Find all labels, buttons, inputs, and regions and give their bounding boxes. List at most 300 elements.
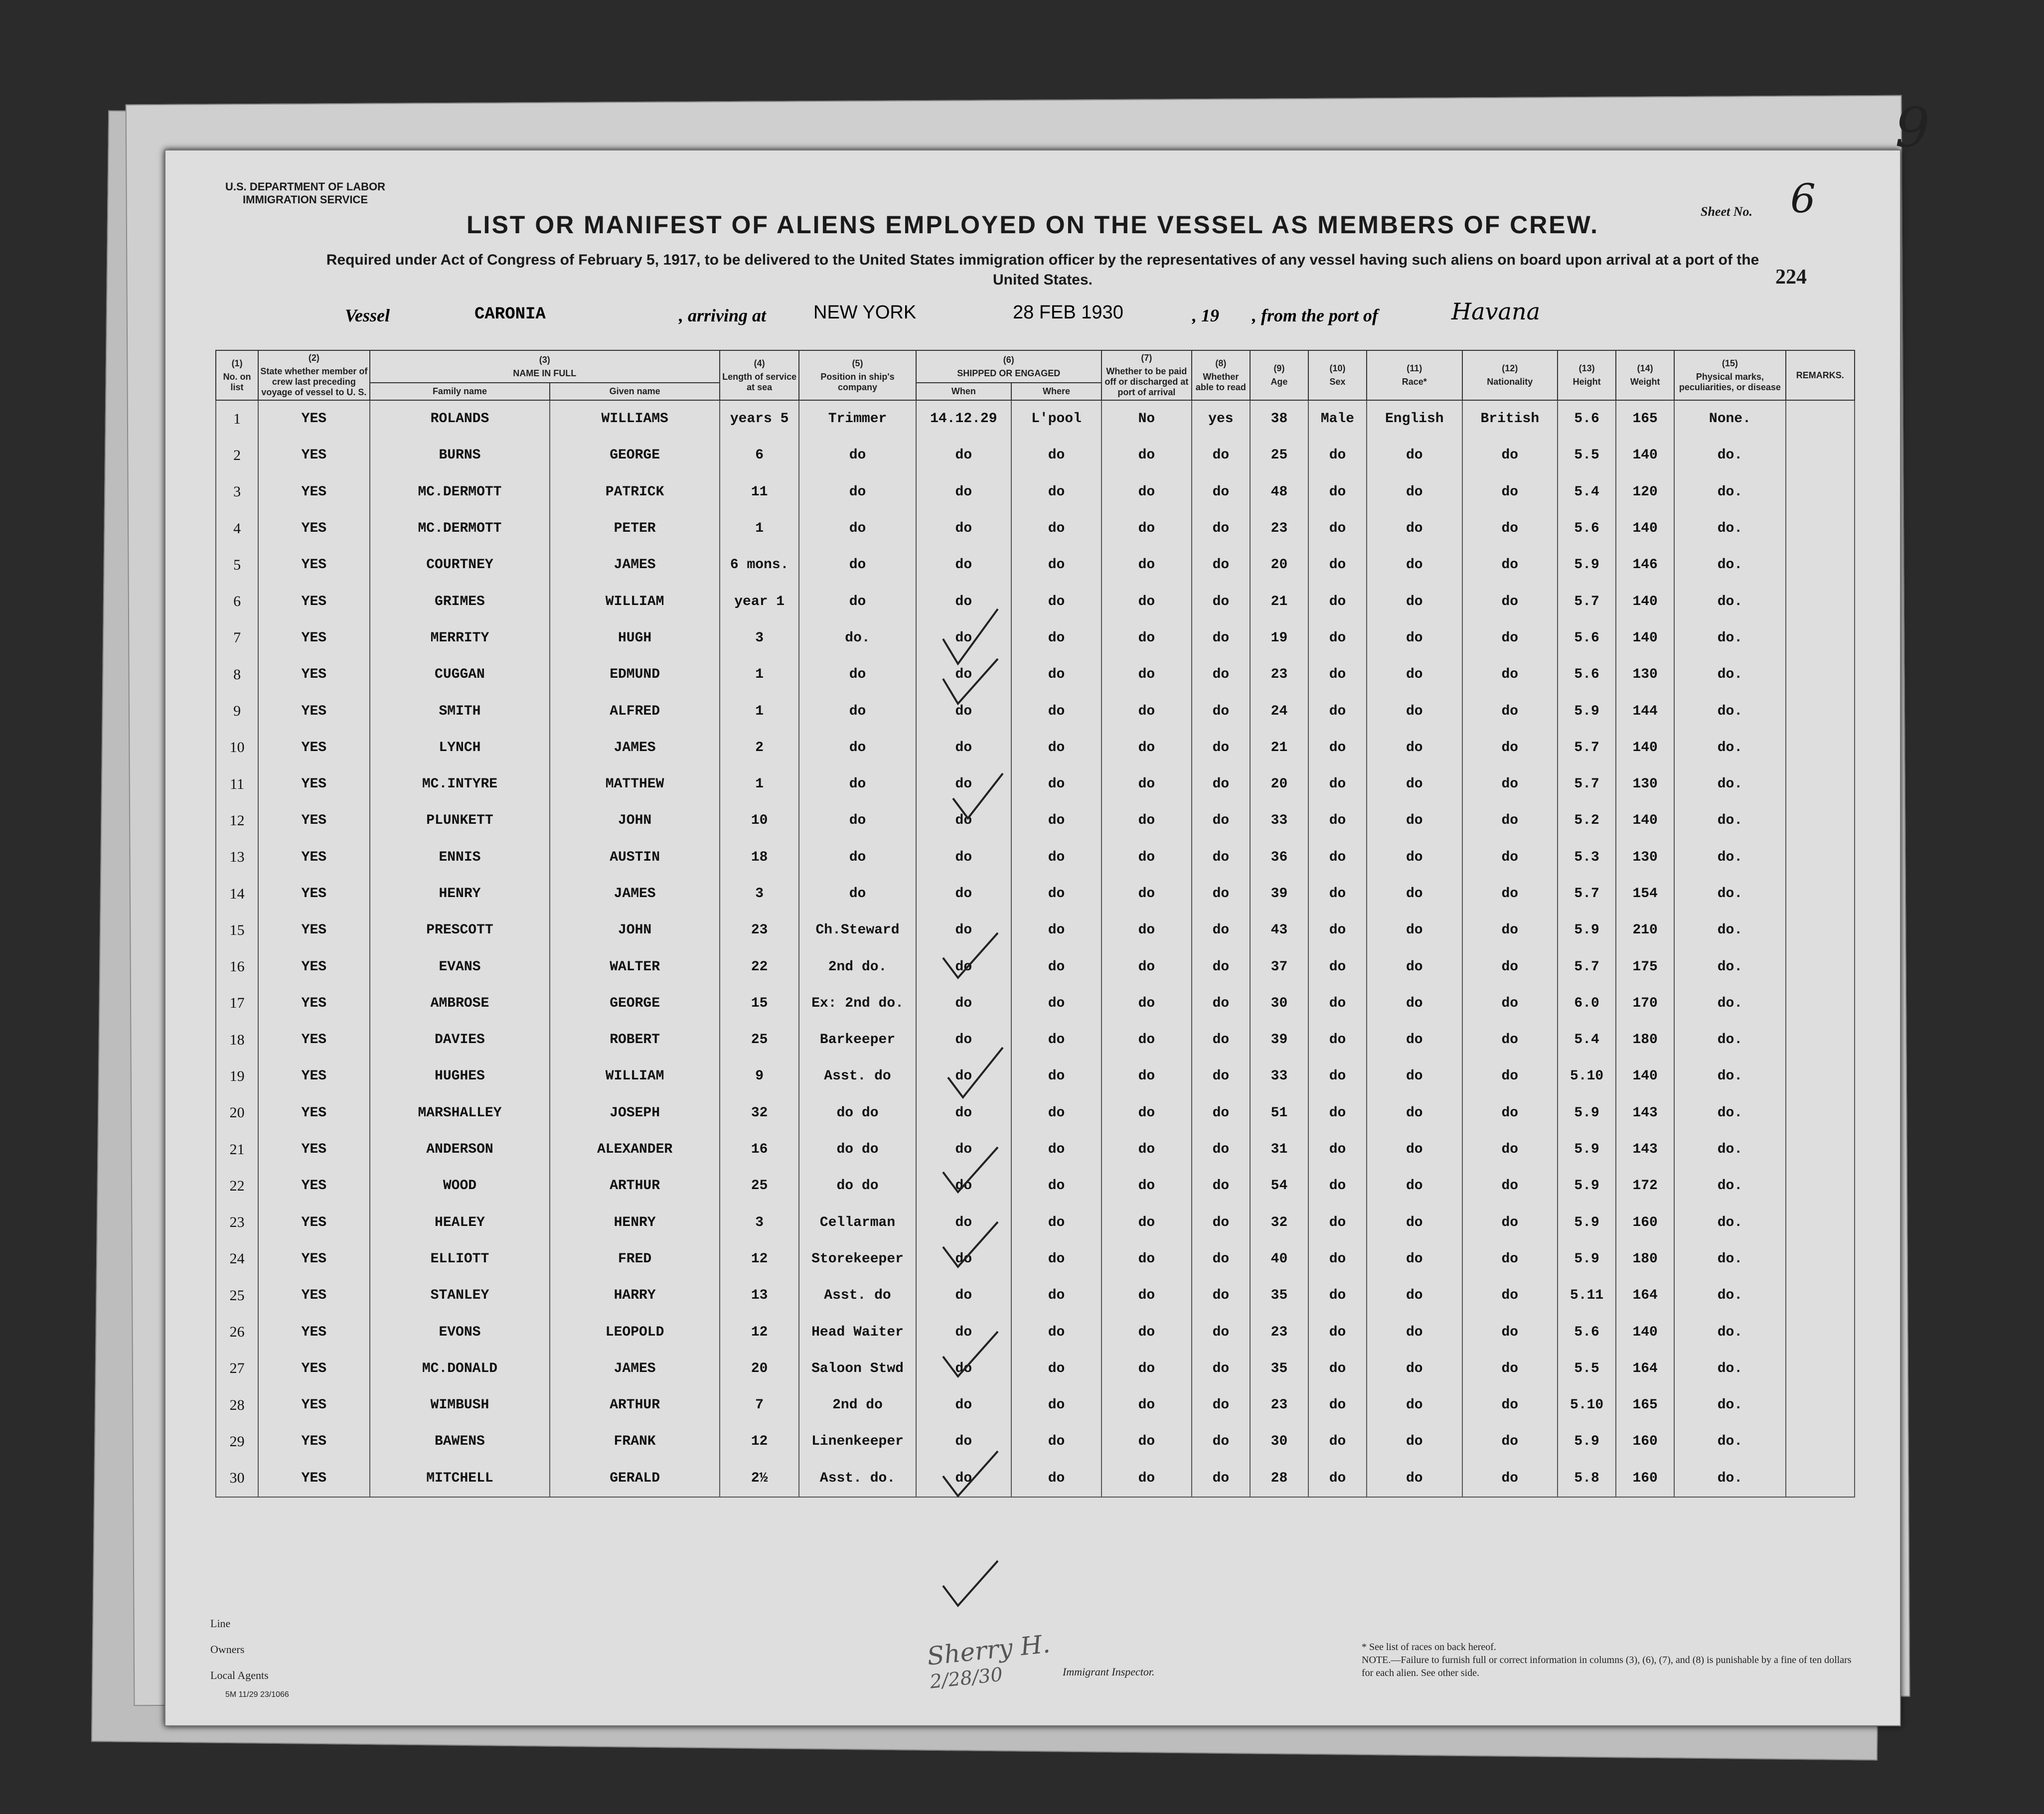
- cell-service: 25: [720, 1022, 799, 1058]
- cell-sex: do: [1308, 1314, 1367, 1350]
- cell-service: 6: [720, 437, 799, 473]
- cell-read: do: [1192, 1095, 1250, 1131]
- cell-position: Ch.Steward: [799, 912, 916, 948]
- check-mark-icon: [943, 1222, 998, 1267]
- cell-race: do: [1367, 948, 1462, 985]
- cell-paid: do: [1101, 1131, 1192, 1168]
- cell-read: do: [1192, 1205, 1250, 1241]
- cell-when: do: [916, 985, 1012, 1022]
- cell-position: do: [799, 474, 916, 510]
- cell-sex: do: [1308, 583, 1367, 619]
- cell-nat: do: [1462, 802, 1558, 839]
- cell-where: do: [1011, 912, 1101, 948]
- cell-service: 1: [720, 766, 799, 802]
- cell-marks: do.: [1674, 1423, 1785, 1460]
- cell-read: yes: [1192, 400, 1250, 437]
- col-header-shipped: (6) SHIPPED OR ENGAGED: [916, 350, 1101, 383]
- cell-nat: do: [1462, 1022, 1558, 1058]
- cell-where: do: [1011, 876, 1101, 912]
- cell-marks: do.: [1674, 730, 1785, 766]
- cell-when: do: [916, 802, 1012, 839]
- cell-weight: 180: [1616, 1241, 1674, 1277]
- cell-marks: do.: [1674, 985, 1785, 1022]
- cell-weight: 140: [1616, 437, 1674, 473]
- cell-where: do: [1011, 437, 1101, 473]
- col-header-height: (13) Height: [1558, 350, 1616, 400]
- cell-family: MC.INTYRE: [370, 766, 550, 802]
- cell-marks: do.: [1674, 510, 1785, 547]
- cell-given: EDMUND: [550, 656, 720, 693]
- cell-service: 16: [720, 1131, 799, 1168]
- cell-nat: do: [1462, 876, 1558, 912]
- cell-weight: 160: [1616, 1423, 1674, 1460]
- cell-family: SMITH: [370, 693, 550, 729]
- cell-weight: 210: [1616, 912, 1674, 948]
- cell-when: do: [916, 620, 1012, 656]
- cell-prev: YES: [258, 1423, 369, 1460]
- cell-when: do: [916, 1423, 1012, 1460]
- cell-family: DAVIES: [370, 1022, 550, 1058]
- cell-weight: 180: [1616, 1022, 1674, 1058]
- cell-service: 12: [720, 1314, 799, 1350]
- cell-given: WILLIAM: [550, 1058, 720, 1094]
- cell-no: 22: [216, 1168, 258, 1204]
- cell-race: do: [1367, 1095, 1462, 1131]
- cell-marks: do.: [1674, 912, 1785, 948]
- cell-race: do: [1367, 1314, 1462, 1350]
- cell-where: do: [1011, 1058, 1101, 1094]
- cell-height: 5.9: [1558, 912, 1616, 948]
- page-title: LIST OR MANIFEST OF ALIENS EMPLOYED ON THE VESSEL AS MEMBERS OF CREW.: [467, 211, 1599, 239]
- cell-weight: 160: [1616, 1205, 1674, 1241]
- cell-age: 36: [1250, 839, 1308, 876]
- cell-prev: YES: [258, 766, 369, 802]
- cell-race: do: [1367, 730, 1462, 766]
- cell-prev: YES: [258, 1095, 369, 1131]
- check-mark-icon: [943, 1147, 998, 1192]
- col-header-weight: (14) Weight: [1616, 350, 1674, 400]
- cell-no: 15: [216, 912, 258, 948]
- cell-where: do: [1011, 1460, 1101, 1497]
- cell-family: PLUNKETT: [370, 802, 550, 839]
- cell-age: 31: [1250, 1131, 1308, 1168]
- cell-position: Storekeeper: [799, 1241, 916, 1277]
- cell-race: do: [1367, 839, 1462, 876]
- cell-nat: do: [1462, 1095, 1558, 1131]
- cell-read: do: [1192, 583, 1250, 619]
- cell-when: do: [916, 1022, 1012, 1058]
- cell-height: 5.9: [1558, 693, 1616, 729]
- cell-age: 19: [1250, 620, 1308, 656]
- cell-prev: YES: [258, 876, 369, 912]
- cell-paid: do: [1101, 912, 1192, 948]
- cell-sex: do: [1308, 1387, 1367, 1423]
- cell-read: do: [1192, 1387, 1250, 1423]
- col-header-nationality: (12) Nationality: [1462, 350, 1558, 400]
- cell-no: 23: [216, 1205, 258, 1241]
- cell-race: do: [1367, 656, 1462, 693]
- cell-prev: YES: [258, 693, 369, 729]
- cell-no: 16: [216, 948, 258, 985]
- cell-age: 30: [1250, 985, 1308, 1022]
- cell-given: WILLIAM: [550, 583, 720, 619]
- vessel-name: CARONIA: [474, 305, 546, 324]
- cell-race: do: [1367, 583, 1462, 619]
- footer-labels: [210, 1611, 269, 1688]
- cell-weight: 146: [1616, 547, 1674, 583]
- cell-read: do: [1192, 1314, 1250, 1350]
- cell-position: do: [799, 437, 916, 473]
- cell-no: 24: [216, 1241, 258, 1277]
- cell-prev: YES: [258, 1022, 369, 1058]
- cell-given: WILLIAMS: [550, 400, 720, 437]
- cell-sex: do: [1308, 876, 1367, 912]
- cell-service: 25: [720, 1168, 799, 1204]
- cell-service: 3: [720, 620, 799, 656]
- cell-service: 1: [720, 693, 799, 729]
- check-mark-icon: [948, 1048, 1003, 1097]
- cell-marks: do.: [1674, 1387, 1785, 1423]
- cell-prev: YES: [258, 583, 369, 619]
- cell-weight: 164: [1616, 1277, 1674, 1314]
- cell-paid: do: [1101, 693, 1192, 729]
- cell-position: Asst. do.: [799, 1460, 916, 1497]
- cell-given: AUSTIN: [550, 839, 720, 876]
- cell-race: do: [1367, 1351, 1462, 1387]
- cell-height: 5.5: [1558, 1351, 1616, 1387]
- cell-no: 7: [216, 620, 258, 656]
- col-header-age: (9) Age: [1250, 350, 1308, 400]
- cell-read: do: [1192, 547, 1250, 583]
- cell-family: AMBROSE: [370, 985, 550, 1022]
- cell-sex: Male: [1308, 400, 1367, 437]
- cell-sex: do: [1308, 620, 1367, 656]
- cell-given: GEORGE: [550, 985, 720, 1022]
- cell-family: HEALEY: [370, 1205, 550, 1241]
- cell-family: EVONS: [370, 1314, 550, 1350]
- cell-nat: do: [1462, 1351, 1558, 1387]
- cell-race: do: [1367, 510, 1462, 547]
- cell-where: do: [1011, 1351, 1101, 1387]
- cell-paid: do: [1101, 1095, 1192, 1131]
- cell-read: do: [1192, 876, 1250, 912]
- cell-nat: do: [1462, 1423, 1558, 1460]
- cell-given: HARRY: [550, 1277, 720, 1314]
- check-marks: [165, 151, 1900, 1725]
- cell-marks: do.: [1674, 620, 1785, 656]
- cell-nat: do: [1462, 912, 1558, 948]
- cell-service: 11: [720, 474, 799, 510]
- cell-where: do: [1011, 1205, 1101, 1241]
- cell-family: EVANS: [370, 948, 550, 985]
- cell-weight: 140: [1616, 730, 1674, 766]
- cell-nat: do: [1462, 1241, 1558, 1277]
- cell-sex: do: [1308, 510, 1367, 547]
- cell-paid: do: [1101, 948, 1192, 985]
- cell-service: 15: [720, 985, 799, 1022]
- cell-paid: do: [1101, 730, 1192, 766]
- cell-when: do: [916, 1095, 1012, 1131]
- cell-age: 39: [1250, 876, 1308, 912]
- cell-family: ROLANDS: [370, 400, 550, 437]
- cell-sex: do: [1308, 730, 1367, 766]
- cell-marks: do.: [1674, 1205, 1785, 1241]
- cell-sex: do: [1308, 1277, 1367, 1314]
- col-header-name: (3) NAME IN FULL: [370, 350, 720, 383]
- cell-read: do: [1192, 730, 1250, 766]
- cell-height: 5.9: [1558, 1423, 1616, 1460]
- cell-given: JAMES: [550, 730, 720, 766]
- cell-read: do: [1192, 656, 1250, 693]
- cell-given: ALEXANDER: [550, 1131, 720, 1168]
- cell-sex: do: [1308, 1351, 1367, 1387]
- cell-paid: do: [1101, 1277, 1192, 1314]
- inspector-signature: Sherry H. 2/28/30: [926, 1629, 1052, 1693]
- cell-family: MC.DONALD: [370, 1351, 550, 1387]
- cell-marks: do.: [1674, 1131, 1785, 1168]
- check-mark-icon: [943, 1561, 998, 1606]
- cell-age: 20: [1250, 766, 1308, 802]
- cell-given: PATRICK: [550, 474, 720, 510]
- cell-service: 2: [720, 730, 799, 766]
- cell-paid: do: [1101, 474, 1192, 510]
- cell-where: do: [1011, 766, 1101, 802]
- cell-position: do do: [799, 1131, 916, 1168]
- cell-no: 4: [216, 510, 258, 547]
- cell-marks: do.: [1674, 474, 1785, 510]
- cell-no: 21: [216, 1131, 258, 1168]
- cell-nat: do: [1462, 1460, 1558, 1497]
- cell-prev: YES: [258, 547, 369, 583]
- cell-paid: do: [1101, 876, 1192, 912]
- cell-paid: do: [1101, 1205, 1192, 1241]
- cell-position: Head Waiter: [799, 1314, 916, 1350]
- cell-no: 2: [216, 437, 258, 473]
- arriving-label: , arriving at: [679, 305, 767, 325]
- cell-sex: do: [1308, 547, 1367, 583]
- cell-age: 21: [1250, 730, 1308, 766]
- cell-given: JOHN: [550, 802, 720, 839]
- cell-given: HUGH: [550, 620, 720, 656]
- cell-no: 5: [216, 547, 258, 583]
- cell-when: do: [916, 912, 1012, 948]
- cell-given: FRANK: [550, 1423, 720, 1460]
- cell-where: L'pool: [1011, 400, 1101, 437]
- cell-prev: YES: [258, 1205, 369, 1241]
- cell-no: 13: [216, 839, 258, 876]
- cell-paid: do: [1101, 766, 1192, 802]
- cell-weight: 140: [1616, 1058, 1674, 1094]
- cell-age: 28: [1250, 1460, 1308, 1497]
- cell-given: JAMES: [550, 876, 720, 912]
- cell-service: 22: [720, 948, 799, 985]
- cell-service: 9: [720, 1058, 799, 1094]
- cell-where: do: [1011, 839, 1101, 876]
- cell-nat: do: [1462, 985, 1558, 1022]
- cell-position: do.: [799, 620, 916, 656]
- cell-prev: YES: [258, 510, 369, 547]
- cell-nat: do: [1462, 693, 1558, 729]
- sheet-label: Sheet No.: [1701, 204, 1752, 219]
- cell-height: 5.9: [1558, 1168, 1616, 1204]
- cell-no: 10: [216, 730, 258, 766]
- cell-when: do: [916, 510, 1012, 547]
- cell-race: do: [1367, 1022, 1462, 1058]
- cell-weight: 130: [1616, 656, 1674, 693]
- cell-weight: 170: [1616, 985, 1674, 1022]
- cell-service: year 1: [720, 583, 799, 619]
- cell-no: 18: [216, 1022, 258, 1058]
- cell-read: do: [1192, 1058, 1250, 1094]
- cell-family: LYNCH: [370, 730, 550, 766]
- cell-when: do: [916, 1387, 1012, 1423]
- cell-when: do: [916, 1058, 1012, 1094]
- cell-position: do: [799, 876, 916, 912]
- cell-prev: YES: [258, 802, 369, 839]
- cell-family: ENNIS: [370, 839, 550, 876]
- cell-sex: do: [1308, 948, 1367, 985]
- cell-height: 5.4: [1558, 474, 1616, 510]
- cell-weight: 175: [1616, 948, 1674, 985]
- cell-paid: do: [1101, 1022, 1192, 1058]
- cell-prev: YES: [258, 474, 369, 510]
- cell-sex: do: [1308, 1205, 1367, 1241]
- cell-where: do: [1011, 1168, 1101, 1204]
- col-header-remarks: REMARKS.: [1786, 350, 1855, 400]
- cell-nat: do: [1462, 948, 1558, 985]
- cell-sex: do: [1308, 1460, 1367, 1497]
- cell-no: 8: [216, 656, 258, 693]
- vessel-label: Vessel: [345, 305, 390, 325]
- cell-race: do: [1367, 1460, 1462, 1497]
- cell-position: Trimmer: [799, 400, 916, 437]
- col-header-given-name: Given name: [550, 383, 720, 400]
- cell-race: do: [1367, 985, 1462, 1022]
- cell-weight: 140: [1616, 620, 1674, 656]
- cell-paid: No: [1101, 400, 1192, 437]
- cell-prev: YES: [258, 437, 369, 473]
- cell-read: do: [1192, 802, 1250, 839]
- cell-nat: do: [1462, 547, 1558, 583]
- cell-weight: 165: [1616, 400, 1674, 437]
- cell-when: do: [916, 839, 1012, 876]
- col-header-sex: (10) Sex: [1308, 350, 1367, 400]
- cell-when: do: [916, 1460, 1012, 1497]
- cell-marks: do.: [1674, 766, 1785, 802]
- cell-service: 12: [720, 1241, 799, 1277]
- check-mark-icon: [943, 1332, 998, 1376]
- cell-read: do: [1192, 1351, 1250, 1387]
- cell-no: 20: [216, 1095, 258, 1131]
- cell-where: do: [1011, 948, 1101, 985]
- col-header-family-name: Family name: [370, 383, 550, 400]
- cell-position: Asst. do: [799, 1277, 916, 1314]
- cell-prev: YES: [258, 1460, 369, 1497]
- cell-given: MATTHEW: [550, 766, 720, 802]
- cell-marks: do.: [1674, 437, 1785, 473]
- cell-nat: do: [1462, 839, 1558, 876]
- cell-race: do: [1367, 474, 1462, 510]
- cell-marks: do.: [1674, 1168, 1785, 1204]
- cell-age: 23: [1250, 1387, 1308, 1423]
- fine-note: NOTE.—Failure to furnish full or correct information in columns (3), (6), (7), and (8) is punishable by a fine of ten dollars for each alien. See other side.: [1362, 1655, 1852, 1678]
- from-label: , from the port of: [1252, 305, 1379, 325]
- cell-weight: 140: [1616, 583, 1674, 619]
- cell-position: 2nd do.: [799, 948, 916, 985]
- cell-height: 5.6: [1558, 510, 1616, 547]
- cell-weight: 172: [1616, 1168, 1674, 1204]
- department-stamp: U.S. DEPARTMENT OF LABOR IMMIGRATION SERVICE: [225, 180, 386, 206]
- sheet-number: 6: [1790, 175, 1816, 222]
- cell-height: 5.10: [1558, 1058, 1616, 1094]
- cell-prev: YES: [258, 1314, 369, 1350]
- cell-service: 12: [720, 1423, 799, 1460]
- cell-prev: YES: [258, 1351, 369, 1387]
- col-header-no: (1) No. on list: [216, 350, 258, 400]
- cell-given: LEOPOLD: [550, 1314, 720, 1350]
- cell-position: Linenkeeper: [799, 1423, 916, 1460]
- cell-marks: do.: [1674, 948, 1785, 985]
- cell-height: 5.6: [1558, 400, 1616, 437]
- cell-paid: do: [1101, 1168, 1192, 1204]
- cell-when: do: [916, 948, 1012, 985]
- cell-marks: do.: [1674, 839, 1785, 876]
- cell-marks: do.: [1674, 1058, 1785, 1094]
- cell-height: 5.7: [1558, 730, 1616, 766]
- cell-family: GRIMES: [370, 583, 550, 619]
- cell-paid: do: [1101, 1460, 1192, 1497]
- cell-age: 54: [1250, 1168, 1308, 1204]
- cell-paid: do: [1101, 1387, 1192, 1423]
- cell-marks: do.: [1674, 1022, 1785, 1058]
- cell-given: HENRY: [550, 1205, 720, 1241]
- cell-weight: 143: [1616, 1131, 1674, 1168]
- cell-no: 1: [216, 400, 258, 437]
- cell-position: do: [799, 693, 916, 729]
- cell-height: 5.5: [1558, 437, 1616, 473]
- cell-given: ROBERT: [550, 1022, 720, 1058]
- cell-read: do: [1192, 839, 1250, 876]
- cell-race: do: [1367, 620, 1462, 656]
- cell-when: do: [916, 656, 1012, 693]
- col-header-marks: (15) Physical marks, peculiarities, or disease: [1674, 350, 1785, 400]
- col-header-race: (11) Race*: [1367, 350, 1462, 400]
- cell-given: WALTER: [550, 948, 720, 985]
- cell-marks: do.: [1674, 1095, 1785, 1131]
- cell-where: do: [1011, 1022, 1101, 1058]
- cell-where: do: [1011, 547, 1101, 583]
- cell-nat: do: [1462, 766, 1558, 802]
- cell-service: 1: [720, 510, 799, 547]
- cell-sex: do: [1308, 1241, 1367, 1277]
- cell-sex: do: [1308, 656, 1367, 693]
- cell-prev: YES: [258, 656, 369, 693]
- cell-service: 10: [720, 802, 799, 839]
- page-subtitle: Required under Act of Congress of February 5, 1917, to be delivered to the United States immigration officer by the representatives of any vessel having such aliens on board upon arrival at a port of the United States.: [326, 252, 1759, 288]
- cell-age: 38: [1250, 400, 1308, 437]
- cell-prev: YES: [258, 730, 369, 766]
- cell-when: do: [916, 1314, 1012, 1350]
- cell-position: 2nd do: [799, 1387, 916, 1423]
- cell-when: do: [916, 547, 1012, 583]
- cell-no: 11: [216, 766, 258, 802]
- cell-age: 32: [1250, 1205, 1308, 1241]
- col-header-prev-voyage: (2) State whether member of crew last preceding voyage of vessel to U. S.: [258, 350, 369, 400]
- cell-family: MC.DERMOTT: [370, 510, 550, 547]
- cell-read: do: [1192, 1423, 1250, 1460]
- cell-prev: YES: [258, 985, 369, 1022]
- cell-when: do: [916, 1241, 1012, 1277]
